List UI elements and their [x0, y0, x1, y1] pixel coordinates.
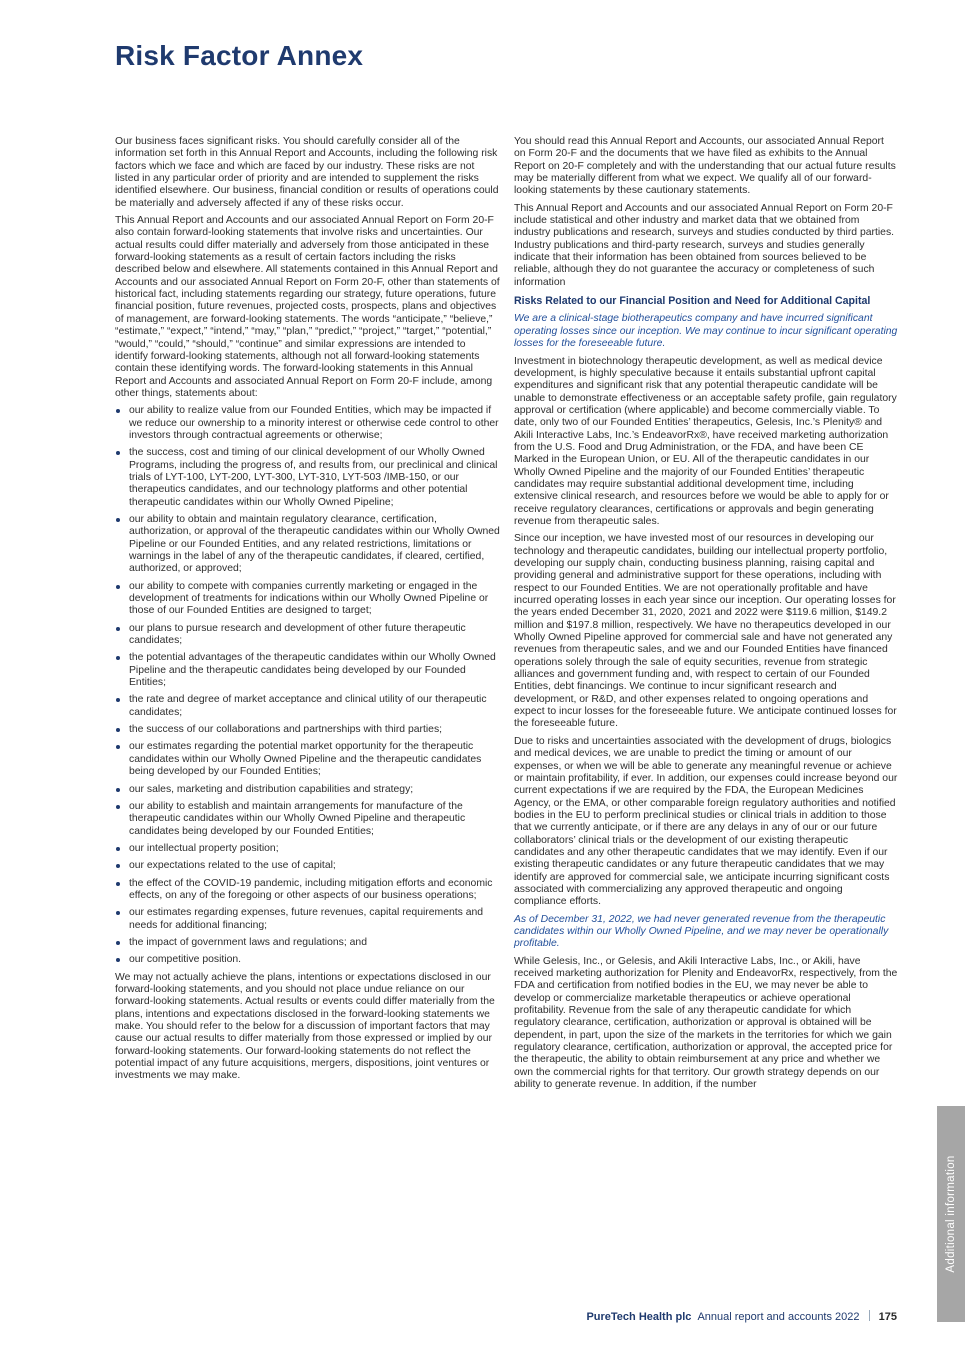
list-item-text: our plans to pursue research and development of other future therapeutic candidates; — [129, 622, 466, 647]
list-item — [115, 860, 501, 872]
paragraph: This Annual Report and Accounts and our associated Annual Report on Form 20-F include statistical and other industry and market data that we obtained from industry publications and research, surveys and studies conducted by third parties. Industry publications and third-party research, surveys and studies generally indicate that their information has been obtained from sources believed to be reliable, although they do not guarantee the accuracy or completeness of such information — [514, 202, 895, 288]
list-item-text: our intellectual property position; — [129, 842, 279, 854]
list-item — [115, 623, 501, 648]
page-number: 175 — [878, 1311, 897, 1323]
bullet-icon — [116, 911, 120, 915]
page-title: Risk Factor Annex — [115, 40, 364, 71]
bullet-icon — [116, 656, 120, 660]
list-item-text: our competitive position. — [129, 954, 242, 966]
list-item-text: the success, cost and timing of our clinical development of our Wholly Owned Programs, including the progress of, and results from, our preclinical and clinical trials of LYT-100, LYT-200, LYT-300, LYT-310, LYT-503 /IMB-150, or our therapeutics candidates, and our technology platforms and other potential therapeutic candidates within our Wholly Owned Pipeline; — [129, 447, 498, 508]
paragraph: Due to risks and uncertainties associated with the development of drugs, biologics and medical devices, we are unable to predict the timing or amount of our expenses, or when we will be able to generate any meaningful revenue or achieve or maintain profitability, if ever. In addition, our expenses could increase beyond our current expectations if we are required by the FDA, the European Medicines Agency, or the EMA, or other comparable foreign regulatory authorities and notified bodies in the EU to perform preclinical studies or clinical trials in addition to those that we currently anticipate, or if there are any delays in any of our or our future collaborators’ clinical trials or the development of our existing therapeutic candidates and any other therapeutic candidates that we may identify. Even if our existing therapeutic candidates or any future therapeutic candidates that we may identify are approved for commercial sale, we anticipate incurring significant costs associated with commercializing any approved therapeutic and ongoing compliance efforts. — [514, 735, 898, 908]
list-item — [115, 937, 501, 949]
list-item-text: our ability to establish and maintain arrangements for manufacture of the therapeutic candidates within our Wholly Owned Pipeline and therapeutic candidates being developed by our Founded Entities; — [129, 800, 466, 837]
list-item-text: our estimates regarding the potential market opportunity for the therapeutic candidates within our Wholly Owned Pipeline and the therapeutic candidates being developed by our Founded Entities; — [129, 741, 482, 778]
list-item-text: the impact of government laws and regulations; and — [129, 936, 367, 948]
right-column — [514, 136, 898, 1096]
bullet-icon — [116, 451, 120, 455]
paragraph: Our business faces significant risks. You should carefully consider all of the information set forth in this Annual Report and Accounts, including the following risk factors which we face and which are faced by our industry. These risks are not listed in any particular order of priority and are intended to supplement the risks identified elsewhere. Our business, financial condition or results of operations could be materially and adversely affected if any of these risks occur. — [115, 136, 499, 209]
paragraph: This Annual Report and Accounts and our associated Annual Report on Form 20-F also contain forward-looking statements that involve risks and uncertainties. Our actual results could differ materially and adversely from those anticipated in these forward-looking statements as a result of certain factors including the risks described below and elsewhere. All statements contained in this Annual Report and Accounts and our associated Annual Report on Form 20-F, other than statements of historical fact, including statements regarding our strategy, future operations, future financial position, future revenues, projected costs, prospects, plans and objectives of management, are forward-looking statements. The words “anticipate,” “believe,” “estimate,” “expect,” “intend,” “may,” “plan,” “predict,” “project,” “target,” “potential,” “would,” “could,” “should,” “continue” and similar expressions are intended to identify forward-looking statements, although not all forward-looking statements contain these identifying words. The forward-looking statements in this Annual Report and Accounts and associated Annual Report on Form 20-F include, among other things, statements about: — [115, 215, 500, 399]
risk-heading: We are a clinical-stage biotherapeutics company and have incurred significant operating losses since our inception. We may continue to incur significant operating losses for the foreseeable future. — [514, 313, 898, 350]
bullet-icon — [116, 788, 120, 792]
list-item-text: our sales, marketing and distribution capabilities and strategy; — [129, 783, 414, 795]
list-item — [115, 954, 501, 966]
list-item — [115, 514, 501, 576]
footer-company: PureTech Health plc — [586, 1311, 692, 1323]
risk-heading: As of December 31, 2022, we had never generated revenue from the therapeutic candidates within our Wholly Owned Pipeline, and we may never be operationally profitable. — [514, 913, 889, 950]
bullet-icon — [116, 698, 120, 702]
list-item — [115, 843, 501, 855]
list-item — [115, 724, 501, 736]
list-item-text: our ability to obtain and maintain regulatory clearance, certification, authorization, or approval of the therapeutic candidates within our Wholly Owned Pipeline or our Founded Entities, and any related restrictions, limitations or warnings in the label of any of the therapeutic candidates, if cleared, certified, authorized, or approved; — [129, 513, 500, 575]
list-item — [115, 907, 501, 932]
list-item — [115, 784, 501, 796]
side-tab-label: Additional information — [945, 1155, 957, 1273]
forward-looking-list — [115, 405, 501, 966]
list-item-text: the rate and degree of market acceptance and clinical utility of our therapeutic candidates; — [129, 694, 487, 718]
bullet-icon — [116, 728, 120, 732]
bullet-icon — [116, 805, 120, 809]
bullet-icon — [116, 518, 120, 522]
list-item — [115, 405, 501, 442]
paragraph: Since our inception, we have invested most of our resources in developing our technology and therapeutic candidates, building our intellectual property portfolio, developing our supply chain, conducting business planning, raising capital and providing general and administrative support for these operations, including with respect to our Founded Entities. We are not operationally profitable and have incurred operating losses in each year since our inception. Our operating losses for the years ended December 31, 2020, 2021 and 2022 were $119.6 million, $149.2 million and $197.8 million, respectively. We have no therapeutics developed in our Wholly Owned Pipeline approved for commercial sale and have not generated any revenues from therapeutic sales, and we and our Founded Entities have financed operations solely through the sale of equity securities, revenue from strategic alliances and government funding and, with respect to certain of our Founded Entities, debt financings. We continue to incur significant research and development, or R&D, and other expenses related to ongoing operations and expect to incur losses for the foreseeable future. We anticipate continued losses for the foreseeable future. — [514, 533, 897, 730]
list-item-text: our expectations related to the use of capital; — [129, 860, 336, 872]
section-side-tab — [937, 1106, 965, 1322]
list-item-text: the potential advantages of the therapeutic candidates within our Wholly Owned Pipeline and the therapeutic candidates being developed by our Founded Entities; — [129, 652, 496, 689]
list-item — [115, 652, 501, 689]
bullet-icon — [116, 585, 120, 589]
paragraph: We may not actually achieve the plans, intentions or expectations disclosed in our forward-looking statements, and you should not place undue reliance on our forward-looking statements. Actual results or events could differ materially from the plans, intentions and expectations disclosed in the forward-looking statements we make. You should refer to the below for a discussion of important factors that may cause our actual results to differ materially from those expressed or implied by our forward-looking statements. Our forward-looking statements do not reflect the potential impact of any future acquisitions, mergers, dispositions, joint ventures or investments we may make. — [115, 971, 495, 1082]
bullet-icon — [116, 958, 120, 962]
page-footer — [586, 1310, 897, 1323]
list-item-text: our ability to realize value from our Founded Entities, which may be impacted if we reduce our ownership to a minority interest or otherwise cede control to other investors through contractual agreements or otherwise; — [129, 405, 499, 441]
list-item — [115, 581, 501, 618]
list-item-text: the effect of the COVID-19 pandemic, including mitigation efforts and economic effects, on any of the foregoing or other aspects of our business operations; — [129, 877, 493, 901]
bullet-icon — [116, 882, 120, 886]
bullet-icon — [116, 627, 120, 631]
list-item — [115, 447, 501, 509]
list-item-text: our estimates regarding expenses, future revenues, capital requirements and needs for additional financing; — [129, 907, 484, 931]
list-item — [115, 878, 501, 903]
paragraph: Investment in biotechnology therapeutic development, as well as medical device development, is highly speculative because it entails substantial upfront capital expenditures and significant risk that any potential therapeutic candidate will be unable to demonstrate effectiveness or an acceptable safety profile, gain regulatory approval or certification (where applicable) and become commercially viable. To date, only two of our Founded Entities’ therapeutics, Gelesis, Inc.’s Plenity® and Akili Interactive Labs, Inc.’s EndeavorRx®, have received marketing authorization from the U.S. Food and Drug Administration, or the FDA, and have been CE Marked in the European Union, or EU. All of the therapeutic candidates in our Wholly Owned Pipeline and the majority of our Founded Entities’ therapeutic candidates may require substantial additional development time, including extensive clinical research, and resources before we would be able to apply for or receive regulatory clearances, certifications or approvals and begin generating revenue from therapeutic sales. — [514, 355, 897, 527]
bullet-icon — [116, 864, 120, 868]
list-item — [115, 801, 501, 838]
list-item — [115, 694, 501, 719]
paragraph: You should read this Annual Report and Accounts, our associated Annual Report on Form 20-F and the documents that we have filed as exhibits to the Annual Report on 20-F completely and with the understanding that our actual future results may be materially different from what we expect. We qualify all of our forward-looking statements by these cautionary statements. — [514, 136, 896, 197]
footer-divider — [869, 1310, 870, 1321]
footer-report-title: Annual report and accounts 2022 — [697, 1311, 860, 1323]
list-item-text: the success of our collaborations and partnerships with third parties; — [129, 724, 443, 736]
bullet-icon — [116, 847, 120, 851]
paragraph: While Gelesis, Inc., or Gelesis, and Akili Interactive Labs, Inc., or Akili, have received marketing authorization for Plenity and EndeavorRx, respectively, from the FDA and certification from notified bodies in the EU, we may never be able to develop or commercialize marketable therapeutics or achieve operational profitability. Revenue from the sale of any therapeutic candidate for which regulatory clearance, certification, authorization or approval is obtained will be dependent, in part, upon the size of the markets in the territories for which we gain regulatory clearance, certification, authorization or approval, the accepted price for the therapeutic, the ability to obtain reimbursement at any price and whether we own the commercial rights for that territory. Our growth strategy depends on our ability to generate revenue. In addition, if the number — [514, 955, 898, 1091]
list-item — [115, 741, 501, 778]
section-heading: Risks Related to our Financial Position and Need for Additional Capital — [514, 295, 871, 308]
bullet-icon — [116, 409, 120, 413]
left-column — [115, 136, 501, 1088]
bullet-icon — [116, 745, 120, 749]
list-item-text: our ability to compete with companies currently marketing or engaged in the development of treatments for indications within our Wholly Owned Pipeline or those of our Founded Entities are designed to target; — [129, 580, 489, 617]
bullet-icon — [116, 941, 120, 945]
